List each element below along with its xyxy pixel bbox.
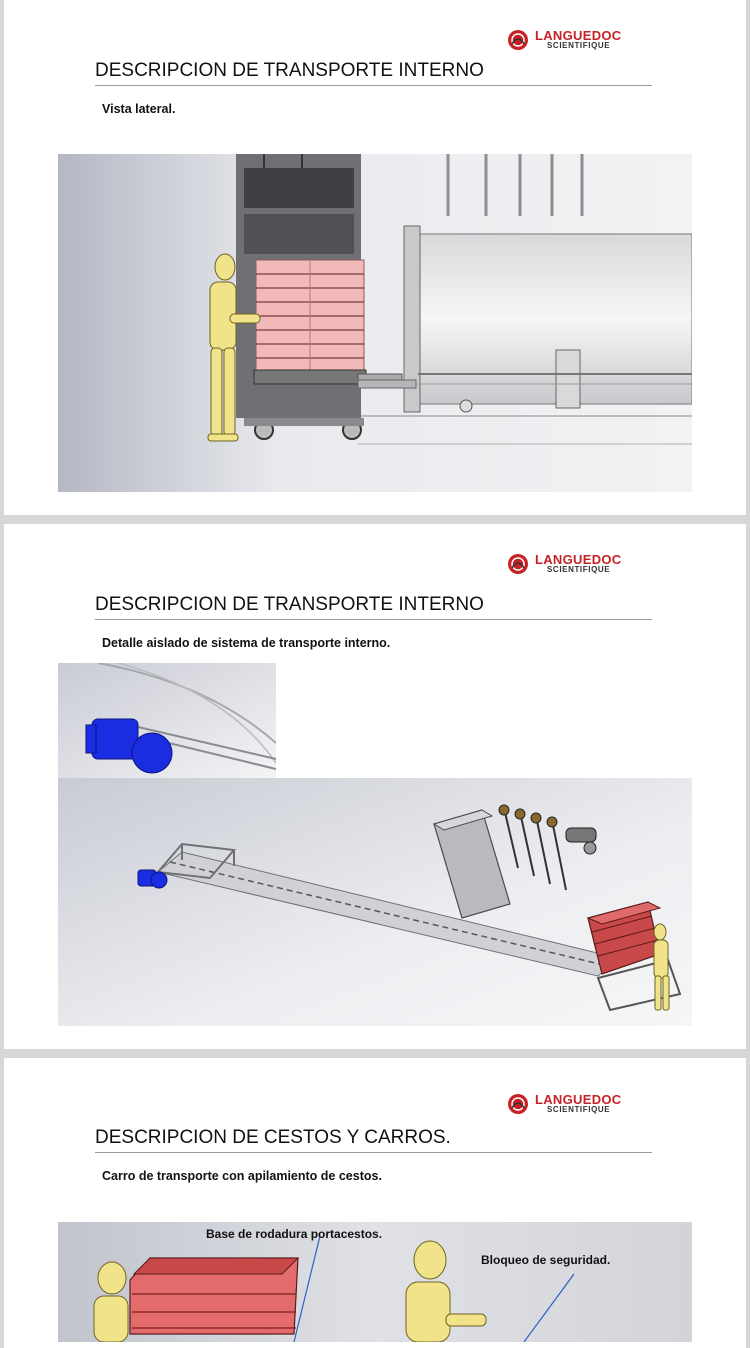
page-subtitle: Vista lateral. [102,102,176,116]
title-divider [95,1152,652,1153]
annotation-security-lock: Bloqueo de seguridad. [481,1253,611,1267]
page-subtitle: Detalle aislado de sistema de transporte interno. [102,636,391,650]
company-logo [507,28,647,54]
slide-3 [4,1058,746,1348]
title-divider [95,619,652,620]
logo-subtitle: SCIENTIFIQUE [547,41,611,50]
page-title: DESCRIPCION DE TRANSPORTE INTERNO [95,60,484,81]
logo-subtitle: SCIENTIFIQUE [547,565,611,574]
side-view-render [58,154,692,492]
logo-name: LANGUEDOC [535,28,622,43]
title-divider [95,85,652,86]
slide-1 [4,0,746,515]
slide-2 [4,524,746,1049]
company-logo [507,552,647,578]
page-subtitle: Carro de transporte con apilamiento de cestos. [102,1169,382,1183]
company-logo [507,1092,647,1118]
page-title: DESCRIPCION DE TRANSPORTE INTERNO [95,594,484,615]
motor-detail-render [58,663,276,779]
logo-name: LANGUEDOC [535,552,622,567]
logo-globe-icon [507,29,529,51]
logo-name: LANGUEDOC [535,1092,622,1107]
page-title: DESCRIPCION DE CESTOS Y CARROS. [95,1127,451,1148]
logo-globe-icon [507,1093,529,1115]
logo-subtitle: SCIENTIFIQUE [547,1105,611,1114]
annotation-base-portacestos: Base de rodadura portacestos. [206,1227,383,1241]
logo-globe-icon [507,553,529,575]
conveyor-system-render [58,778,692,1026]
